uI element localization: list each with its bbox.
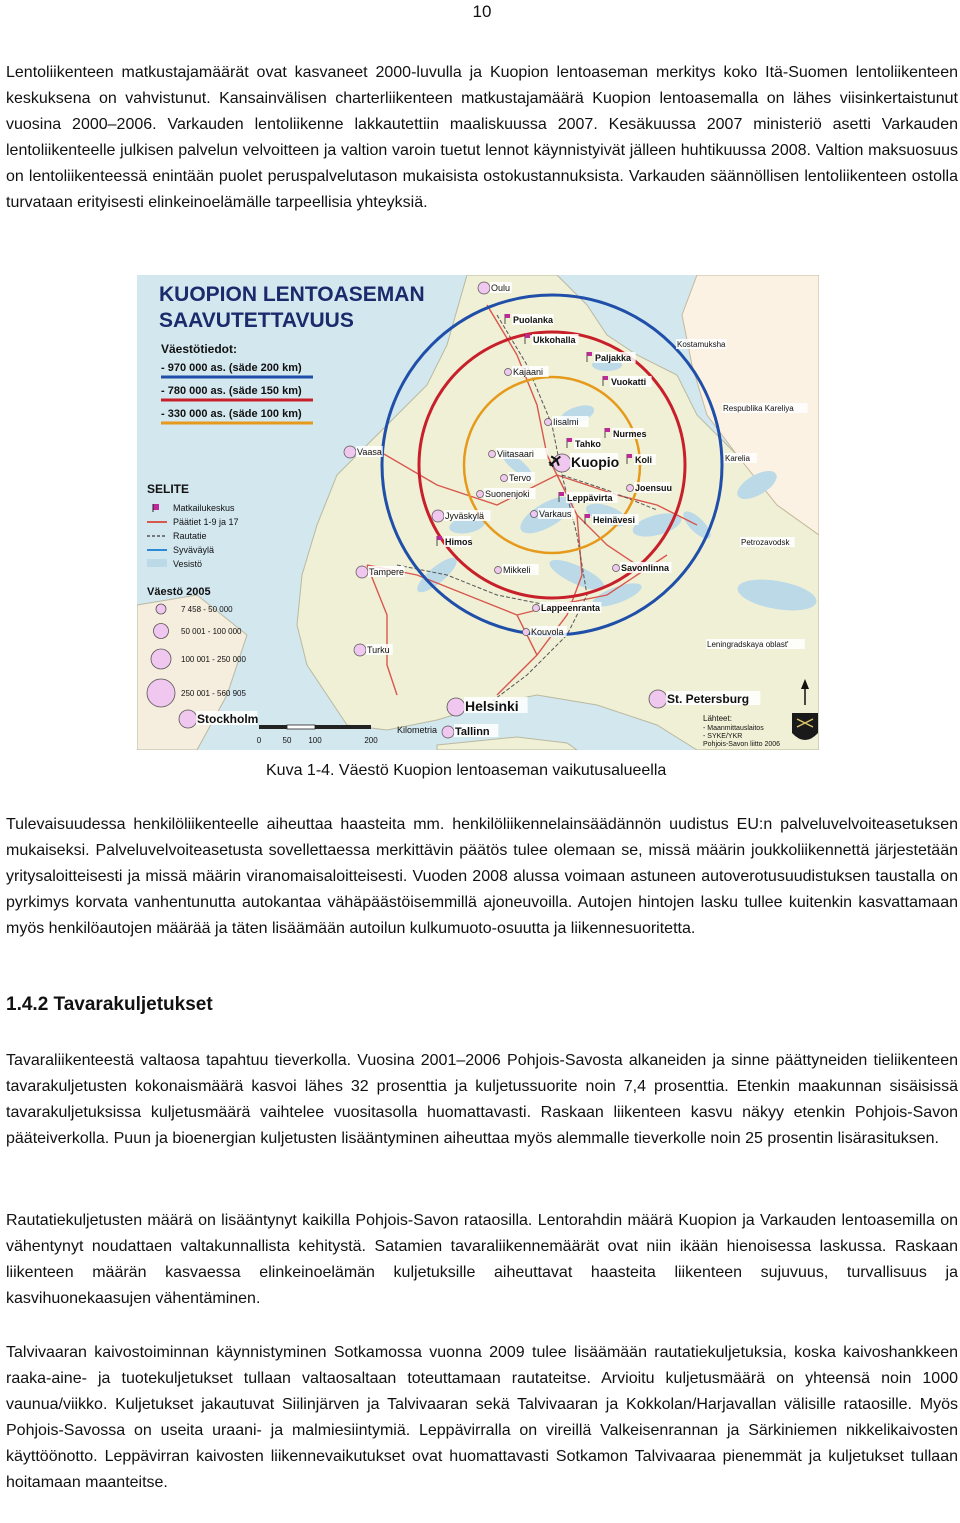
place-label: Kostamuksha [677, 340, 726, 349]
place-label: Koli [635, 455, 652, 465]
place-label: Savonlinna [621, 563, 670, 573]
figure-caption: Kuva 1-4. Väestö Kuopion lentoaseman vaikutusalueella [266, 762, 667, 779]
place-kostamuksha [676, 339, 726, 349]
place-label: Heinävesi [593, 515, 636, 525]
population-symbol [147, 679, 175, 707]
place-puolanka [505, 314, 554, 325]
paragraph-freight: Tavaraliikenteestä valtaosa tapahtuu tieverkolla. Vuosina 2001–2006 Pohjois-Savosta alkaneiden ja sinne päättyneiden tieliikenteen tavarakuljetusten kokonaismäärä kasvoi lähes 32 prosenttia ja kuljetussuorite noin 7,4 prosenttia. Etenkin maakunnan sisäisissä tavarakuljetuksissa kuljetusmäärä vaihtelee vuositasolla huomattavasti. Raskaan liikenteen kasvu näkyy etenkin Pohjois-Savon pääteiverkolla. Puun ja bioenergian kuljetusten lisääntyminen aiheuttaa myös alemmalle tieverkolle noin 25 prosentin lisärasituksen. [6, 1052, 958, 1147]
population-symbol [156, 604, 166, 614]
place-helsinki [447, 697, 528, 716]
place-heinävesi [585, 514, 639, 525]
section-heading: 1.4.2 Tavarakuljetukset [6, 994, 213, 1015]
place-label: Tahko [575, 439, 601, 449]
place-oulu [478, 282, 512, 294]
place-label: Tervo [509, 473, 532, 483]
place-label: Suonenjoki [485, 489, 530, 499]
place-label: Varkaus [539, 509, 572, 519]
place-lappeenranta [533, 602, 602, 613]
place-label: Tallinn [455, 726, 490, 738]
place-label: Paljakka [595, 353, 632, 363]
legend-item-label: Päätiet 1-9 ja 17 [173, 517, 239, 527]
legend-item-label: Matkailukeskus [173, 503, 235, 513]
place-label: Vuokatti [611, 377, 647, 387]
place-label: Lappeenranta [541, 603, 601, 613]
place-respublika-kareliya [722, 403, 808, 413]
population-legend-label: 50 001 - 100 000 [181, 627, 242, 636]
place-label: Puolanka [513, 315, 554, 325]
place-karelia [724, 453, 757, 463]
place-label: Joensuu [635, 483, 673, 493]
sources-title: Lähteet: [703, 714, 732, 723]
paragraph-mining: Talvivaaran kaivostoiminnan käynnistyminen Sotkamossa vuonna 2009 tulee lisäämään rautatiekuljetuksia, koska kaivoshankkeen raaka-aine- ja tuotekuljetukset tullaan valtaosaltaan toteuttamaan rautateitse. Arvioitu kuljetusmäärä on yhteensä noin 1000 vaunua/viikko. Kuljetukset jakautuvat Siilinjärven ja Talvivaaran sekä Talvivaaran ja Kokkolan/Harjavallan välisille rataosille. Myös Pohjois-Savossa on useita uraani- ja malmiesiintymiä. Leppävirralla on vireillä Valkeisenrannan ja Särkiniemen nikkelikaivosten käyttöönotto. Leppävirran kaivosten liikennevaikutukset ovat huomattavasti Sotkamon Talvivaaraa pienemmät ja kuljetukset tullaan hoitamaan maanteitse. [6, 1344, 958, 1491]
place-label: Petrozavodsk [741, 538, 790, 547]
place-label: Himos [445, 537, 473, 547]
place-ukkohalla [525, 334, 579, 345]
place-tampere [356, 566, 405, 578]
place-vaasa [344, 446, 383, 458]
place-label: St. Petersburg [667, 692, 750, 706]
population-row: - 970 000 as. (säde 200 km) [161, 362, 302, 374]
legend-title: SELITE [147, 482, 190, 496]
population-legend-label: 7 458 - 50 000 [181, 605, 233, 614]
place-label: Respublika Kareliya [723, 404, 794, 413]
population-symbol [151, 649, 171, 669]
coat-of-arms-icon [792, 713, 818, 740]
scale-tick: 200 [364, 736, 378, 745]
place-jyväskylä [432, 510, 491, 522]
place-vuokatti [603, 376, 652, 387]
population-legend-label: 250 001 - 560 905 [181, 689, 246, 698]
paragraph-passenger-traffic: Tulevaisuudessa henkilöliikenteelle aiheuttaa haasteita mm. henkilöliikennelainsäädännön uudistus EU:n palveluvelvoiteasetuksen mukaiseksi. Palveluvelvoiteasetusta sovellettaessa merkittävin päätös tulee olemaan se, missä määrin joukkoliikennettä järjestetään yritysaloitteisesti ja missä määrin viranomaisaloitteisesti. Vuoden 2008 alussa voimaan astuneen autoverotusuudistuksen taustalla on pyrkimys korvata vanhentunutta autokantaa vähäpäästöisemmillä ajoneuvoilla. Autojen hintojen lasku tullee kuitenkin kasvattamaan myös henkilöautojen määrää ja täten lisäämään autoilun kulkumuoto-osuutta ja liikennesuoritetta. [6, 816, 958, 937]
legend-item-label: Syväväylä [173, 545, 215, 555]
population-legend-title: Väestö 2005 [147, 586, 211, 598]
accessibility-map [137, 275, 819, 750]
map-figure [137, 275, 819, 750]
legend-item-label: Vesistö [173, 559, 203, 569]
population-row: - 330 000 as. (säde 100 km) [161, 408, 302, 420]
place-kuopio [553, 453, 619, 472]
paragraph-rail-freight: Rautatiekuljetusten määrä on lisääntynyt kaikilla Pohjois-Savon rataosilla. Lentorahdin määrä Kuopion ja Varkauden lentoasemilla on vähentynyt noudattaen valtakunnallista kehitystä. Satamien tavaraliikennemäärät ovat niin ikään hienoisessa laskussa. Raskaan liikenteen määrän kasvaessa elinkeinoelämän kuljetuksille aiheuttavat haasteita liikenteen sujuvuus, turvallisuus ja kasvihuonekaasujen vähentäminen. [6, 1212, 958, 1307]
source-line: - SYKE/YKR [703, 733, 743, 740]
source-line: Pohjois-Savon liitto 2006 [703, 741, 781, 748]
place-label: Stockholm [197, 712, 259, 726]
place-petrozavodsk [740, 537, 795, 547]
page-number: 10 [472, 2, 492, 21]
source-line: - Maanmittauslaitos [703, 725, 764, 732]
place-label: Turku [367, 645, 390, 655]
scale-tick: 100 [308, 736, 322, 745]
place-label: Tampere [369, 567, 405, 577]
place-label: Ukkohalla [533, 335, 576, 345]
population-rows [161, 362, 313, 423]
scale-unit: Kilometria [397, 725, 438, 735]
place-label: Mikkeli [503, 565, 531, 575]
place-savonlinna [613, 562, 672, 573]
population-row: - 780 000 as. (säde 150 km) [161, 385, 302, 397]
place-leppävirta [559, 492, 618, 503]
place-label: Oulu [491, 283, 511, 293]
map-title-line1: KUOPION LENTOASEMAN [159, 283, 425, 306]
place-label: Vaasa [357, 447, 382, 457]
place-label: Karelia [725, 454, 750, 463]
place-label: Kajaani [513, 367, 544, 377]
place-label: Leppävirta [567, 493, 613, 503]
place-turku [354, 644, 393, 656]
place-label: Viitasaari [497, 449, 534, 459]
place-label: Jyväskylä [445, 511, 485, 521]
legend-item-label: Rautatie [173, 531, 207, 541]
scale-tick: 0 [256, 736, 262, 745]
place-label: Kouvola [531, 627, 564, 637]
place-leningradskaya-oblast- [706, 639, 805, 649]
place-label: Kuopio [571, 454, 620, 470]
population-symbol [154, 624, 169, 639]
scale-tick: 50 [282, 736, 292, 745]
map-title-line2: SAAVUTETTAVUUS [159, 309, 354, 332]
place-stockholm [179, 710, 258, 728]
place-paljakka [587, 352, 636, 363]
place-label: Nurmes [613, 429, 647, 439]
place-label: Helsinki [465, 698, 519, 714]
population-legend-label: 100 001 - 250 000 [181, 655, 246, 664]
place-viitasaari [489, 448, 548, 459]
paragraph-air-traffic: Lentoliikenteen matkustajamäärät ovat kasvaneet 2000-luvulla ja Kuopion lentoaseman merkitys koko Itä-Suomen lentoliikenteen keskuksena on vahvistunut. Kansainvälisen charterliikenteen matkustajamäärä Kuopion lentoasemalla on lähes viisinkertaistunut vuosina 2000–2006. Varkauden lentoliikenne lakkautettiin maaliskuussa 2007. Kesäkuussa 2007 ministeriö asetti Varkauden lentoliikenteelle julkisen palvelun velvoitteen ja valtion varoin tuetut lennot käynnistyivät jälleen huhtikuussa 2008. Valtion maksuosuus on lentoliikenteessä enintään puolet peruspalvelutason mukaisista ostokustannuksista. Varkauden säännöllisen lentoliikenteen ostolla turvataan erityisesti elinkeinoelämälle tarpeellisia yhteyksiä. [6, 64, 958, 211]
place-label: Leningradskaya oblast' [707, 640, 789, 649]
place-label: Iisalmi [553, 417, 579, 427]
population-heading: Väestötiedot: [161, 342, 238, 356]
place-suonenjoki [477, 488, 536, 499]
